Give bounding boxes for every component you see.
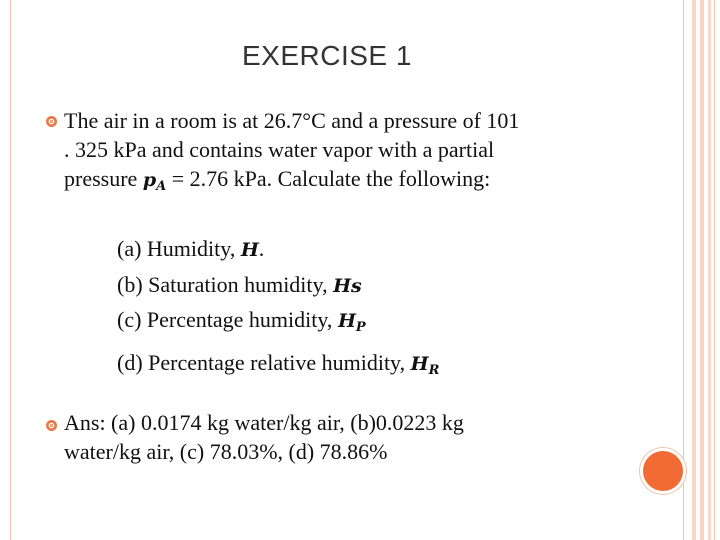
- item-text: (a) Humidity,: [117, 236, 241, 261]
- problem-line-1: The air in a room is at 26.7°C and a pressure of 101: [64, 108, 520, 133]
- item-symbol: Hs: [333, 274, 362, 297]
- item-text: (d) Percentage relative humidity,: [117, 349, 411, 375]
- list-item: [117, 346, 439, 389]
- decorative-edge-stripe: [700, 0, 704, 540]
- decorative-edge-stripe: [708, 0, 711, 540]
- answer-line-2: water/kg air, (c) 78.03%, (d) 78.86%: [64, 439, 388, 464]
- question-list: [117, 232, 439, 388]
- partial-pressure-symbol: p: [142, 169, 157, 191]
- item-symbol: H: [337, 310, 356, 332]
- list-item: [117, 268, 439, 304]
- slide-title: EXERCISE 1: [242, 40, 412, 71]
- decorative-edge-stripe: [692, 0, 696, 540]
- item-subscript: R: [428, 362, 440, 378]
- problem-line-3-pre: pressure: [64, 166, 143, 191]
- problem-line-3: [64, 164, 664, 201]
- gear-icon: [47, 421, 56, 430]
- gear-icon: [47, 117, 56, 126]
- answer-statement: [64, 408, 664, 466]
- bullet-icon: [46, 420, 57, 431]
- item-subscript: P: [355, 320, 366, 335]
- item-text: (c) Percentage humidity,: [117, 307, 338, 332]
- partial-pressure-subscript: A: [156, 179, 167, 194]
- decorative-edge-line: [714, 0, 715, 540]
- list-item: [117, 303, 439, 346]
- decorative-circle: [640, 448, 686, 494]
- answer-line-1: Ans: (a) 0.0174 kg water/kg air, (b)0.0223 kg: [64, 410, 464, 435]
- list-item: [117, 232, 439, 268]
- bullet-icon: [46, 116, 57, 127]
- item-text: (b) Saturation humidity,: [117, 271, 334, 297]
- problem-statement: [64, 106, 664, 201]
- item-text-post: .: [258, 236, 265, 261]
- problem-line-2: . 325 kPa and contains water vapor with a partial: [64, 137, 495, 162]
- item-symbol: H: [410, 352, 429, 375]
- item-symbol: H: [240, 239, 259, 261]
- problem-line-3-post: = 2.76 kPa. Calculate the following:: [166, 166, 491, 191]
